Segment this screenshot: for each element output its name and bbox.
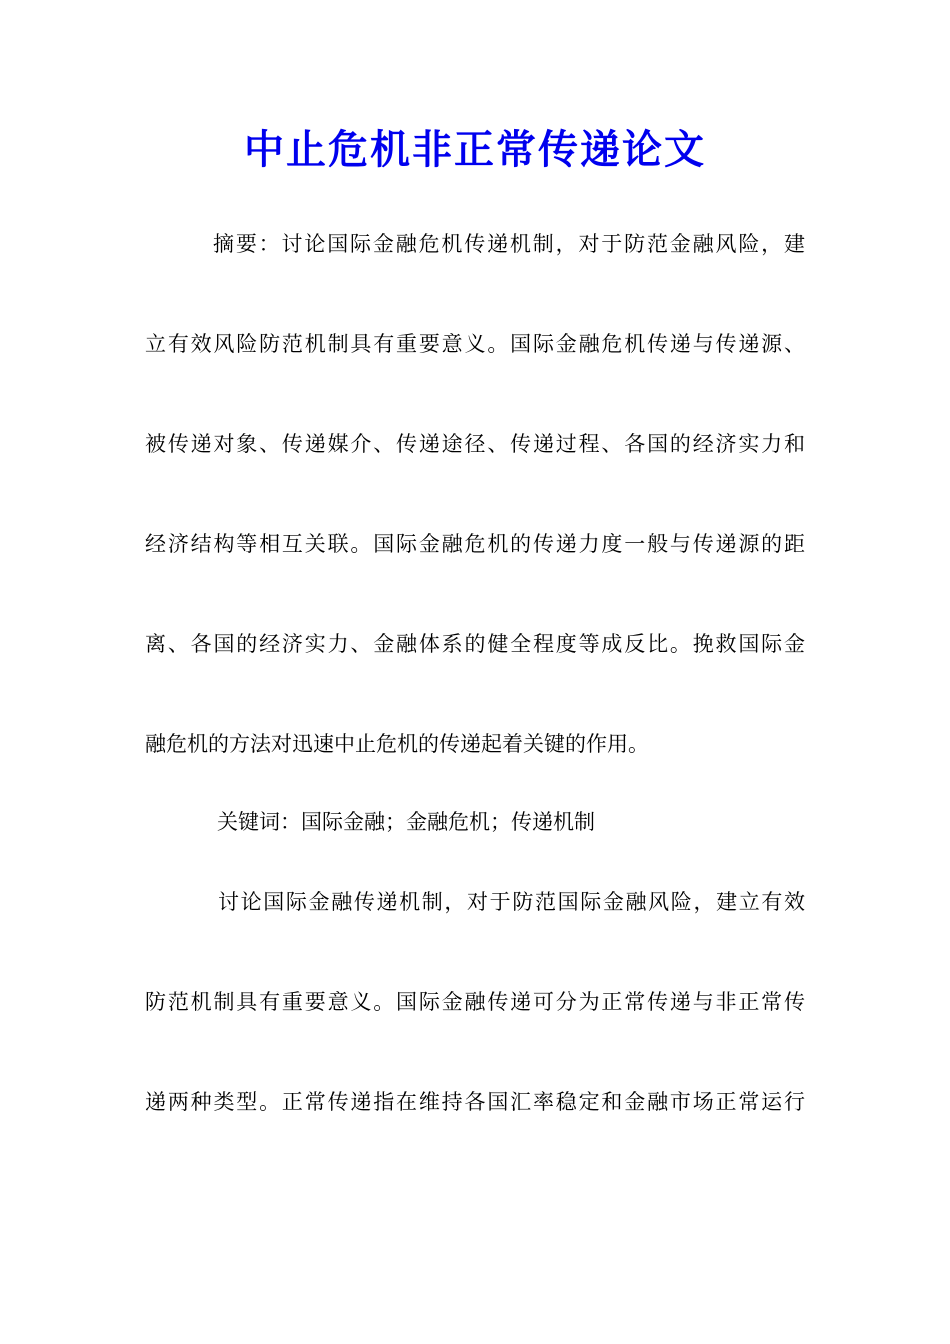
- body-line-1: 讨论国际金融传递机制，对于防范国际金融风险，建立有效: [218, 890, 805, 914]
- body-line-2: 防范机制具有重要意义。国际金融传递可分为正常传递与非正常传: [145, 990, 805, 1014]
- keywords-line: 关键词：国际金融；金融危机；传递机制: [217, 810, 595, 834]
- document-title: 中止危机非正常传递论文: [244, 126, 706, 173]
- abstract-line-2: 立有效风险防范机制具有重要意义。国际金融危机传递与传递源、: [145, 332, 805, 356]
- body-line-3: 递两种类型。正常传递指在维持各国汇率稳定和金融市场正常运行: [145, 1090, 805, 1114]
- abstract-line-5: 离、各国的经济实力、金融体系的健全程度等成反比。挽救国际金: [145, 632, 805, 656]
- abstract-line-4: 经济结构等相互关联。国际金融危机的传递力度一般与传递源的距: [145, 532, 805, 556]
- abstract-line-1: 摘要：讨论国际金融危机传递机制，对于防范金融风险，建: [213, 232, 805, 256]
- abstract-line-3: 被传递对象、传递媒介、传递途径、传递过程、各国的经济实力和: [145, 432, 805, 456]
- abstract-line-6: 融危机的方法对迅速中止危机的传递起着关键的作用。: [145, 732, 649, 756]
